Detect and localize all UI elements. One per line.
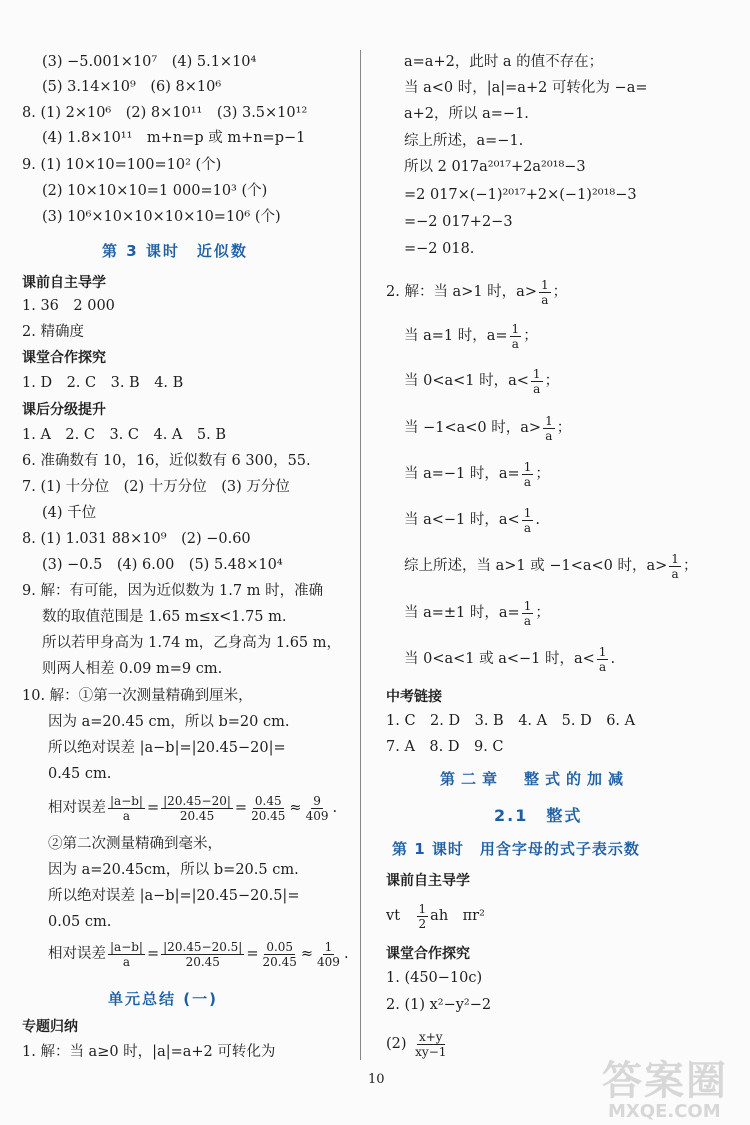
answer-line: 1. (450−10c) — [386, 970, 483, 986]
answer-line: 综上所述，a=−1. — [404, 133, 524, 149]
answer-line: vt $\frac{1}{2}$ ah πr² — [386, 901, 485, 931]
page-number: 10 — [368, 1072, 385, 1087]
answer-line: 0.05 cm. — [48, 914, 112, 930]
case-line: 当 a=−1 时，a= $\frac{1}{a}$ ； — [404, 459, 550, 489]
answer-line: 7. (1) 十分位 (2) 十万分位 (3) 万分位 — [22, 479, 290, 495]
answer-line: 1. D 2. C 3. B 4. B — [22, 375, 184, 391]
subsection-heading: 中考链接 — [386, 689, 442, 705]
lesson-heading: 第 3 课时 近似数 — [102, 242, 248, 260]
answer-line: 当 a<0 时，|a|=a+2 可转化为 −a= — [404, 80, 648, 96]
case-line: 2. 解：当 a>1 时，a> $\frac{1}{a}$ ； — [386, 277, 568, 307]
subsection-heading: 课堂合作探究 — [386, 946, 470, 962]
answer-line: 1. A 2. C 3. C 4. A 5. B — [22, 427, 227, 443]
answer-line: 9. 解：有可能，因为近似数为 1.7 m 时，准确 — [22, 583, 324, 599]
answer-line: =−2 018. — [404, 241, 475, 257]
relative-error-formula-2: 相对误差 $\frac{|a-b|}{a}$ = $\frac{|20.45-20.5|}{20.45}$ = $\frac{0.05}{20.45}$ ≈ $\frac{1}{409}$ . — [48, 939, 349, 969]
answer-line: 0.45 cm. — [48, 766, 112, 782]
subsection-heading: 课前自主导学 — [386, 873, 470, 889]
answer-line: (5) 3.14×10⁹ (6) 8×10⁶ — [42, 79, 222, 95]
answer-line: a=a+2，此时 a 的值不存在； — [404, 54, 604, 70]
answer-line: 因为 a=20.45 cm，所以 b=20 cm. — [48, 714, 290, 730]
chapter-heading: 第二章 整式的加减 — [440, 770, 630, 788]
answer-line: (2) 10×10×10=1 000=10³ (个) — [42, 183, 268, 199]
answer-line: 则两人相差 0.09 m=9 cm. — [42, 661, 223, 677]
answer-line: 因为 a=20.45cm，所以 b=20.5 cm. — [48, 862, 299, 878]
case-line: 当 a<−1 时，a< $\frac{1}{a}$ . — [404, 505, 540, 535]
subsection-heading: 课后分级提升 — [22, 402, 106, 418]
answer-line: 1. 解：当 a≥0 时，|a|=a+2 可转化为 — [22, 1044, 276, 1060]
answer-line: 9. (1) 10×10=100=10² (个) — [22, 157, 222, 173]
relative-error-formula-1: 相对误差 $\frac{|a-b|}{a}$ = $\frac{|20.45-20|}{20.45}$ = $\frac{0.45}{20.45}$ ≈ $\frac{9}{409}$ . — [48, 793, 338, 823]
answer-line: (3) 10⁶×10×10×10×10=10⁶ (个) — [42, 209, 281, 225]
answer-line: 8. (1) 1.031 88×10⁹ (2) −0.60 — [22, 531, 251, 547]
answer-line: ②第二次测量精确到毫米， — [48, 836, 222, 852]
answer-line: 所以若甲身高为 1.74 m，乙身高为 1.65 m， — [42, 635, 342, 651]
case-line: 当 −1<a<0 时，a> $\frac{1}{a}$ ； — [404, 413, 572, 443]
answer-line: (2) $\frac{x+y}{xy-1}$ — [386, 1029, 447, 1059]
subsection-heading: 专题归纳 — [22, 1019, 78, 1035]
answer-line: (4) 千位 — [42, 505, 97, 521]
answer-line: (4) 1.8×10¹¹ m+n=p 或 m+n=p−1 — [42, 130, 306, 146]
answer-line: =2 017×(−1)²⁰¹⁷+2×(−1)²⁰¹⁸−3 — [404, 187, 637, 203]
answer-line: 所以 2 017a²⁰¹⁷+2a²⁰¹⁸−3 — [404, 159, 586, 175]
answer-line: 6. 准确数有 10，16，近似数有 6 300，55. — [22, 453, 311, 469]
subsection-heading: 课堂合作探究 — [22, 350, 106, 366]
section-heading: 2.1 整式 — [494, 806, 583, 825]
answer-line: 10. 解：①第一次测量精确到厘米， — [22, 688, 253, 704]
answer-line: 2. 精确度 — [22, 324, 84, 340]
answer-line: a+2，所以 a=−1. — [404, 106, 529, 122]
case-line: 综上所述，当 a>1 或 −1<a<0 时，a> $\frac{1}{a}$ ； — [404, 551, 698, 581]
case-line: 当 a=±1 时，a= $\frac{1}{a}$ ； — [404, 598, 550, 628]
site-watermark: 答案圈 MXQE.COM — [602, 1058, 728, 1122]
answer-line: 1. C 2. D 3. B 4. A 5. D 6. A — [386, 713, 636, 729]
answer-line: 数的取值范围是 1.65 m≤x<1.75 m. — [42, 609, 287, 625]
answer-line: 所以绝对误差 |a−b|=|20.45−20.5|= — [48, 888, 300, 904]
answer-line: (3) −5.001×10⁷ (4) 5.1×10⁴ — [42, 54, 257, 70]
answer-line: 2. (1) x²−y²−2 — [386, 997, 492, 1013]
unit-summary-heading: 单元总结 (一) — [108, 990, 218, 1008]
case-line: 当 a=1 时，a= $\frac{1}{a}$ ； — [404, 321, 538, 351]
answer-line: 所以绝对误差 |a−b|=|20.45−20|= — [48, 740, 286, 756]
lesson-heading: 第 1 课时 用含字母的式子表示数 — [392, 840, 640, 858]
answer-line: =−2 017+2−3 — [404, 214, 513, 230]
answer-line: 7. A 8. D 9. C — [386, 739, 504, 755]
subsection-heading: 课前自主导学 — [22, 275, 106, 291]
column-divider — [360, 50, 361, 1060]
answer-line: (3) −0.5 (4) 6.00 (5) 5.48×10⁴ — [42, 557, 283, 573]
case-line: 当 0<a<1 时，a< $\frac{1}{a}$ ； — [404, 366, 560, 396]
answer-line: 8. (1) 2×10⁶ (2) 8×10¹¹ (3) 3.5×10¹² — [22, 105, 308, 121]
answer-line: 1. 36 2 000 — [22, 298, 115, 314]
case-line: 当 0<a<1 或 a<−1 时，a< $\frac{1}{a}$ . — [404, 644, 616, 674]
